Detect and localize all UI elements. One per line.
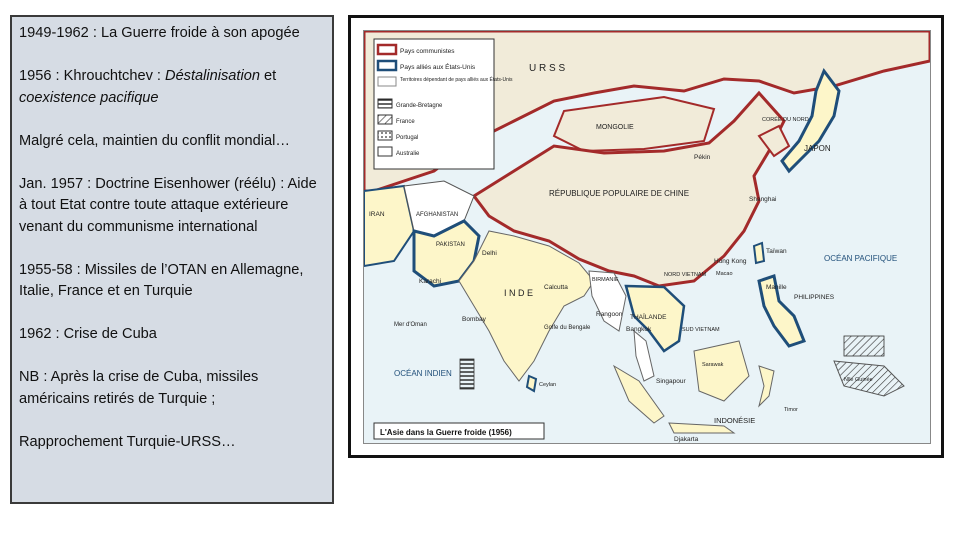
label-calcutta: Calcutta [544, 284, 568, 291]
legend-label: Australie [396, 151, 420, 157]
label-pakistan: PAKISTAN [436, 242, 465, 248]
label-singapour: Singapour [656, 378, 686, 385]
text-fragment: et [259, 68, 277, 84]
label-philippines: PHILIPPINES [794, 294, 835, 301]
text-fragment: 1956 : Khrouchtchev : [19, 68, 166, 84]
label-timor: Timor [784, 407, 798, 413]
paragraph-rapprochement: Rapprochement Turquie-URSS… [19, 433, 236, 450]
legend-label: Pays alliés aux États-Unis [400, 64, 476, 71]
legend-label: Territoires dépendant de pays alliés aux États-Unis [400, 77, 513, 83]
paragraph-title: 1949-1962 : La Guerre froide à son apogée [19, 25, 300, 41]
label-indonesie: INDONÉSIE [714, 416, 756, 425]
label-thailande: THAÏLANDE [630, 314, 667, 321]
label-chine: RÉPUBLIQUE POPULAIRE DE CHINE [549, 189, 690, 198]
label-taiwan: Taïwan [766, 248, 787, 255]
label-golfe-bengale: Golfe du Bengale [544, 325, 591, 331]
map-frame [348, 15, 944, 458]
label-urss: U R S S [529, 63, 566, 74]
paragraph-otan: 1955-58 : Missiles de l’OTAN en Allemagne, Italie, France et en Turquie [19, 261, 304, 299]
label-karachi: Karachi [419, 278, 442, 285]
label-ocean-indien: OCÉAN INDIEN [394, 369, 452, 378]
asia-map [364, 31, 930, 443]
paragraph-cuba: 1962 : Crise de Cuba [19, 326, 157, 342]
map-legend [374, 39, 513, 169]
label-birmanie: BIRMANIE [592, 277, 619, 283]
label-rangoon: Rangoon [596, 311, 623, 318]
label-pekin: Pékin [694, 154, 711, 161]
paragraph-conflit: Malgré cela, maintien du conflit mondial… [19, 132, 290, 149]
label-nord-vietnam: NORD VIETNAM [664, 272, 707, 278]
label-nlle-guinee: Nlle Guinée [844, 377, 873, 383]
ceylan-territory [527, 376, 536, 391]
label-djakarta: Djakarta [674, 436, 699, 443]
label-inde: I N D E [504, 288, 534, 298]
label-sud-vietnam: SUD VIETNAM [682, 327, 720, 333]
legend-label: Portugal [396, 135, 419, 141]
paragraph-eisenhower: Jan. 1957 : Doctrine Eisenhower (réélu) : Aide à tout Etat contre toute attaque extérieure venant du communisme international [19, 175, 317, 235]
label-bangkok: Bangkok [626, 326, 652, 333]
map-hatch-marker [460, 359, 474, 389]
label-mongolie: MONGOLIE [596, 124, 634, 131]
label-japon: JAPON [804, 144, 831, 153]
paragraph-khrouchtchev [19, 66, 326, 109]
label-afghanistan: AFGHANISTAN [416, 212, 459, 218]
label-ceylan: Ceylan [539, 382, 557, 388]
label-coree: CORÉE DU NORD [762, 117, 809, 123]
label-mer-arabie: Mer d'Oman [394, 322, 427, 328]
label-ocean-pacifique: OCÉAN PACIFIQUE [824, 254, 898, 263]
label-bombay: Bombay [462, 316, 486, 323]
label-iran: IRAN [369, 211, 385, 218]
map-caption-text: L'Asie dans la Guerre froide (1956) [380, 428, 512, 437]
legend-label: Pays communistes [400, 48, 455, 55]
label-delhi: Delhi [482, 250, 497, 257]
legend-label: France [396, 119, 415, 125]
label-manille: Manille [766, 284, 787, 291]
taiwan-territory [754, 243, 764, 263]
map-hatch-marker [844, 336, 884, 356]
text-emphasis: coexistence pacifique [19, 89, 159, 106]
label-macao: Macao [716, 271, 733, 277]
map-image [363, 30, 931, 444]
label-sarawak: Sarawak [702, 362, 724, 368]
paragraph-nb: NB : Après la crise de Cuba, missiles américains retirés de Turquie ; [19, 369, 259, 407]
legend-label: Grande-Bretagne [396, 103, 443, 109]
label-shanghai: Shanghai [749, 196, 777, 203]
label-hong-kong: Hong Kong [714, 258, 747, 265]
map-caption [374, 423, 544, 439]
text-emphasis: Déstalinisation [165, 68, 260, 84]
text-panel [10, 15, 334, 504]
